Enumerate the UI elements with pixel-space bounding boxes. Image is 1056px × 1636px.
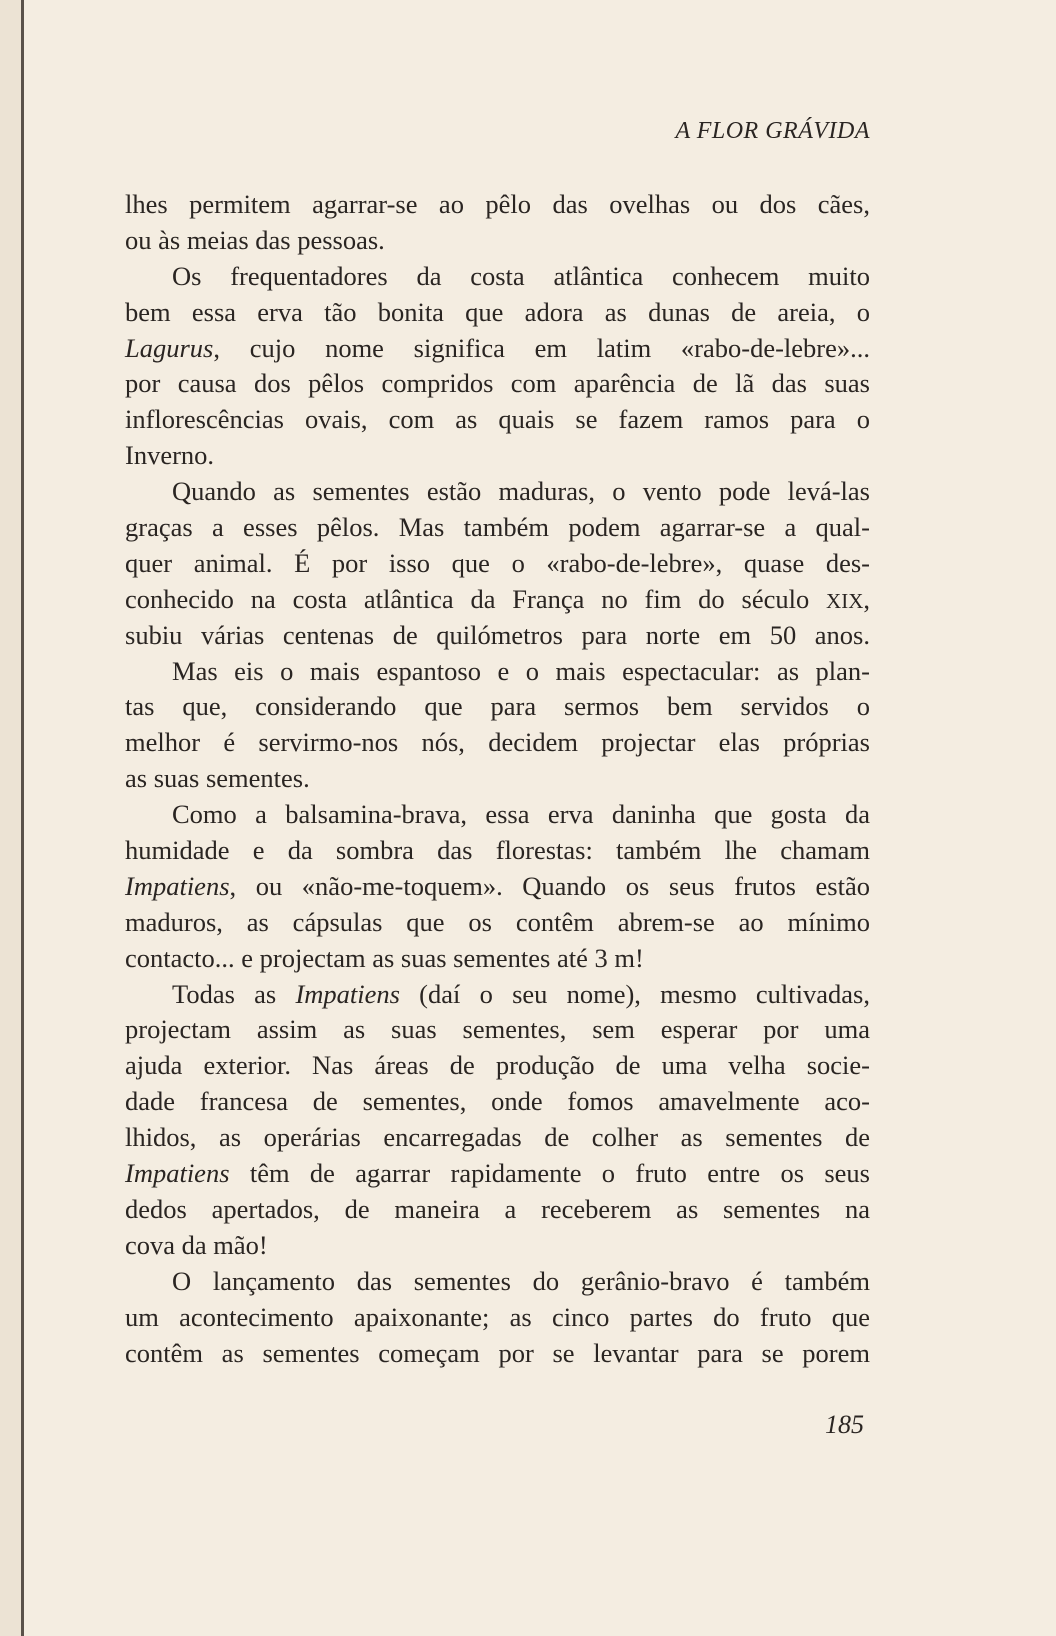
text-segment: quer animal. É por isso que o «rabo-de-lebre», quase des-	[125, 547, 870, 578]
text-segment: , cujo nome significa em latim «rabo-de-lebre»...	[213, 332, 870, 363]
text-line	[125, 761, 870, 797]
text-segment: ajuda exterior. Nas áreas de produção de uma velha socie-	[125, 1050, 870, 1081]
text-line	[125, 689, 870, 725]
text-line	[125, 1012, 870, 1048]
text-line	[125, 905, 870, 941]
text-segment: Quando as sementes estão maduras, o vento pode levá-las	[172, 476, 870, 507]
page-number: 185	[825, 1410, 864, 1439]
text-segment: conhecido na costa atlântica da França no fim do século	[125, 583, 827, 614]
text-line	[125, 941, 870, 977]
text-segment: lhidos, as operárias encarregadas de colher as sementes de	[125, 1122, 870, 1153]
text-segment: contêm as sementes começam por se levantar para se porem	[125, 1337, 870, 1368]
text-segment: Os frequentadores da costa atlântica conhecem muito	[172, 260, 870, 291]
text-line	[125, 725, 870, 761]
text-line	[125, 654, 870, 690]
text-line	[125, 1336, 870, 1372]
text-segment: ou às meias das pessoas.	[125, 224, 385, 255]
text-line	[125, 223, 870, 259]
text-segment: lhes permitem agarrar-se ao pêlo das ovelhas ou dos cães,	[125, 189, 870, 219]
text-segment: subiu várias centenas de quilómetros para norte em 50 anos.	[125, 619, 870, 650]
text-segment: Mas eis o mais espantoso e o mais espectacular: as plan-	[172, 655, 870, 686]
text-line	[125, 331, 870, 367]
text-segment: por causa dos pêlos compridos com aparência de lã das suas	[125, 368, 870, 399]
text-segment: (daí o seu nome), mesmo cultivadas,	[399, 978, 870, 1009]
text-segment: as suas sementes.	[125, 763, 310, 794]
text-segment: um acontecimento apaixonante; as cinco partes do fruto que	[125, 1301, 870, 1332]
text-line	[125, 295, 870, 331]
text-segment: tas que, considerando que para sermos bem servidos o	[125, 691, 870, 722]
running-head: A FLOR GRÁVIDA	[675, 118, 870, 144]
text-segment: XIX	[826, 588, 864, 613]
text-line	[125, 1084, 870, 1120]
text-line	[125, 977, 870, 1013]
italic-term: Impatiens	[125, 870, 230, 901]
text-segment: graças a esses pêlos. Mas também podem agarrar-se a qual-	[125, 512, 870, 543]
text-segment: ,	[863, 583, 870, 614]
text-segment: melhor é servirmo-nos nós, decidem projectar elas próprias	[125, 727, 870, 758]
text-segment: bem essa erva tão bonita que adora as dunas de areia, o	[125, 296, 870, 327]
text-line	[125, 402, 870, 438]
text-segment: , ou «não-me-toquem». Quando os seus frutos estão	[229, 870, 870, 901]
text-line	[125, 1228, 870, 1264]
page-margin-shade	[0, 0, 22, 1636]
text-segment: contacto... e projectam as suas sementes até 3 m!	[125, 942, 644, 973]
text-segment: Como a balsamina-brava, essa erva daninha que gosta da	[172, 799, 870, 830]
text-segment: Todas as	[172, 978, 296, 1009]
body-text	[125, 187, 870, 1371]
text-line	[125, 1192, 870, 1228]
text-line	[125, 1048, 870, 1084]
text-line	[125, 1300, 870, 1336]
text-line	[125, 618, 870, 654]
text-line	[125, 187, 870, 223]
text-line	[125, 474, 870, 510]
text-line	[125, 797, 870, 833]
text-line	[125, 1120, 870, 1156]
page-binding-edge	[21, 0, 24, 1636]
text-line	[125, 366, 870, 402]
text-segment: humidade e da sombra das florestas: também lhe chamam	[125, 835, 870, 866]
text-line	[125, 259, 870, 295]
text-segment: maduros, as cápsulas que os contêm abrem-se ao mínimo	[125, 906, 870, 937]
italic-term: Impatiens	[125, 1158, 230, 1189]
text-line	[125, 438, 870, 474]
text-segment: inflorescências ovais, com as quais se fazem ramos para o	[125, 404, 870, 435]
text-segment: Inverno.	[125, 440, 215, 471]
text-segment: dade francesa de sementes, onde fomos amavelmente aco-	[125, 1086, 870, 1117]
text-line	[125, 1264, 870, 1300]
text-line	[125, 582, 870, 618]
text-line	[125, 833, 870, 869]
text-line	[125, 510, 870, 546]
text-segment: têm de agarrar rapidamente o fruto entre os seus	[229, 1158, 870, 1189]
italic-term: Impatiens	[295, 978, 400, 1009]
text-segment: dedos apertados, de maneira a receberem as sementes na	[125, 1193, 870, 1224]
text-line	[125, 1156, 870, 1192]
text-segment: O lançamento das sementes do gerânio-bravo é também	[172, 1265, 870, 1296]
text-line	[125, 869, 870, 905]
italic-term: Lagurus	[125, 332, 214, 363]
text-line	[125, 546, 870, 582]
text-segment: projectam assim as suas sementes, sem esperar por uma	[125, 1014, 870, 1045]
text-segment: cova da mão!	[125, 1229, 268, 1260]
